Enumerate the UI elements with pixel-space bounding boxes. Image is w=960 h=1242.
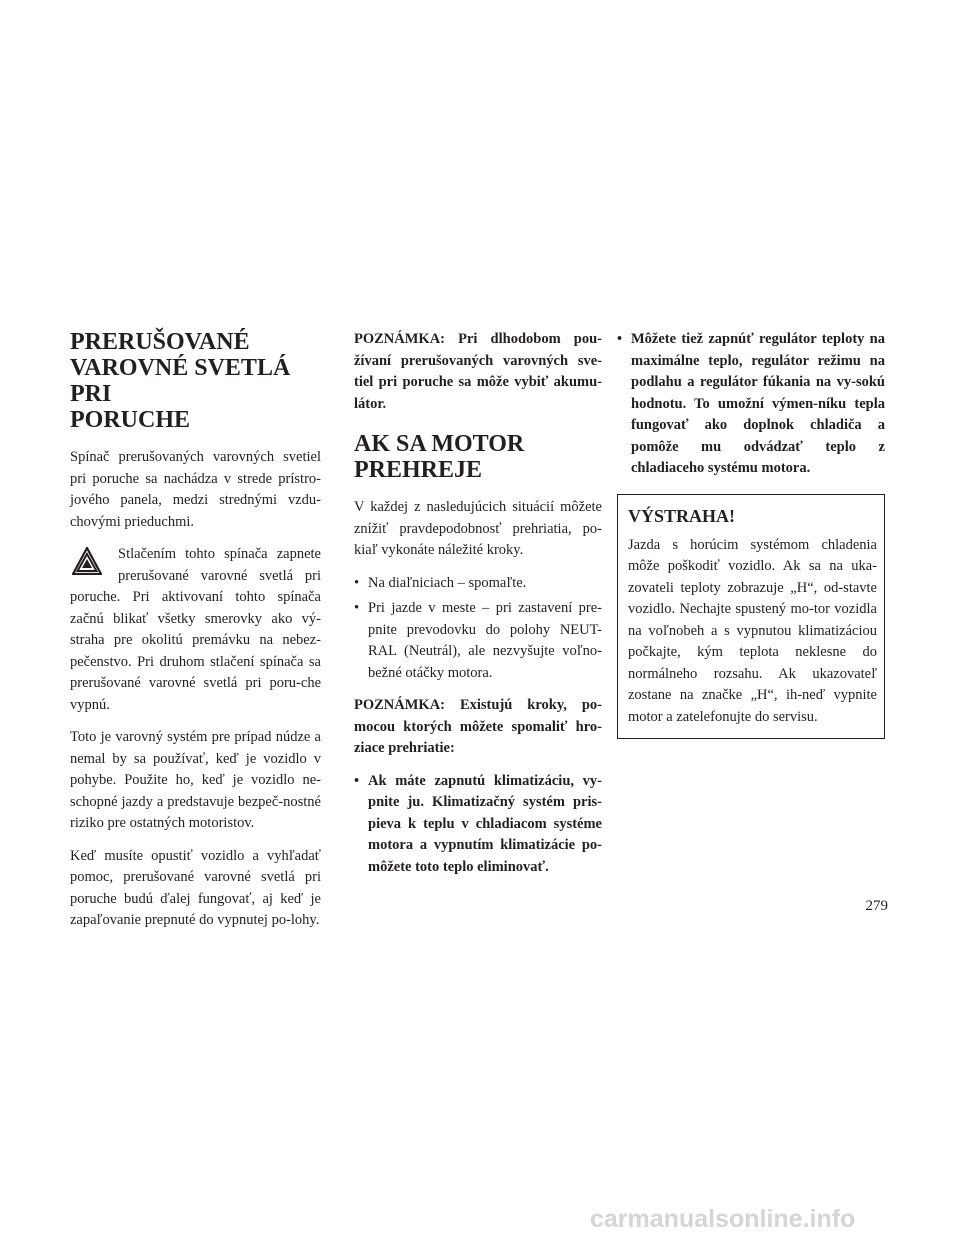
list-item	[617, 329, 885, 480]
hazard-line: Stlačením tohto spínača zapnete	[118, 546, 321, 562]
hazard-warning-triangle-icon	[72, 547, 102, 575]
page-number: 279	[865, 898, 888, 914]
warning-title: VÝSTRAHA!	[628, 505, 736, 526]
list-item-text: Môžete tiež zapnúť regulátor teploty na maximálne teplo, regulátor režimu na podlahu a regulátor fúkania na vy-sokú hodnotu. To umožní výmen-níku tepla fungovať ako doplnok chladiča a pomôže mu odvádzať teplo z chladiaceho systému motora.	[631, 331, 885, 476]
bullet: •	[617, 331, 623, 347]
list-item	[354, 598, 602, 684]
paragraph: Keď musíte opustiť vozidlo a vyhľadať pomoc, prerušované varovné svetlá pri poruche budú ďalej fungovať, aj keď je zapaľovanie prepnuté do vypnutej po-lohy.	[70, 847, 321, 928]
paragraph: poruche. Pri aktivovaní tohto spínača začnú blikať všetky smerovky ako vý-straha pre okolitú premávku na nebez-pečenstvo. Pri druhom stlačení spínača sa prerušované varovné svetlá pri poru-che vypnú.	[70, 589, 321, 713]
paragraph: Spínač prerušovaných varovných svetiel pri poruche sa nachádza v strede prístro-jového panela, medzi strednými vzdu-chovými prieduchmi.	[70, 449, 321, 530]
title-line: PRERUŠOVANÉ	[70, 329, 250, 355]
bullet: •	[354, 772, 360, 789]
list-item-text: Na diaľniciach – spomaľte.	[368, 574, 527, 591]
list-item-text: Ak máte zapnutú klimatizáciu, vy-pnite ju. Klimatizačný systém pris-pieva k teplu v chladiacom systéme motora a vypnutím klimatizácie po-môžete toto teplo eliminovať.	[368, 772, 602, 875]
title-line: AK SA MOTOR	[354, 431, 525, 457]
bullet: •	[354, 600, 360, 616]
list-item-text: Pri jazde v meste – pri zastavení pre-pnite prevodovku do polohy NEUT-RAL (Neutrál), ale nezvyšujte voľno-bežné otáčky motora.	[368, 600, 602, 681]
title-line: PORUCHE	[70, 407, 190, 433]
warning-box	[617, 494, 885, 740]
hazard-paragraph	[70, 544, 321, 716]
right-column	[617, 329, 885, 739]
bullet-list	[354, 573, 602, 685]
note: POZNÁMKA: Existujú kroky, po-mocou ktorých môžete spomaliť hro-ziace prehriatie:	[354, 697, 602, 756]
bullet: •	[354, 574, 360, 591]
watermark: carmanualsonline.info	[590, 1205, 856, 1233]
section-title-overheat	[354, 431, 602, 483]
title-line: VAROVNÉ SVETLÁ PRI	[70, 355, 291, 407]
bold-bullet-list	[354, 771, 602, 879]
paragraph: V každej z nasledujúcich situácií môžete znížiť pravdepodobnosť prehriatia, po-kiaľ vykonáte náležité kroky.	[354, 499, 602, 558]
paragraph: Toto je varovný systém pre prípad núdze a nemal by sa používať, keď je vozidlo v pohybe. Použite ho, keď je vozidlo ne-schopné jazdy a predstavuje bezpeč-nostné riziko pre ostatných motoristov.	[70, 729, 321, 831]
middle-column	[354, 329, 602, 889]
list-item	[354, 573, 602, 595]
warning-text: Jazda s horúcim systémom chladenia môže poškodiť vozidlo. Ak sa na uka-zovateli teploty zobrazuje „H“, od-stavte vozidlo. Nechajte spustený mo-tor vozidla na voľnobeh a s vypnutou klimatizáciou počkajte, kým teplota neklesne do normálneho rozsahu. Ak ukazovateľ zostane na značke „H“, ih-neď vypnite motor a zatelefonujte do servisu.	[628, 536, 877, 725]
note: POZNÁMKA: Pri dlhodobom pou-žívaní prerušovaných varovných sve-tiel pri poruche sa môže vybiť akumu-látor.	[354, 331, 602, 412]
hazard-line: prerušované varovné svetlá pri	[118, 567, 321, 584]
bold-bullet-list	[617, 329, 885, 480]
section-title-hazard	[70, 329, 321, 433]
left-column	[70, 329, 321, 943]
hazard-text	[70, 544, 321, 587]
list-item	[354, 771, 602, 879]
title-line: PREHREJE	[354, 457, 483, 483]
